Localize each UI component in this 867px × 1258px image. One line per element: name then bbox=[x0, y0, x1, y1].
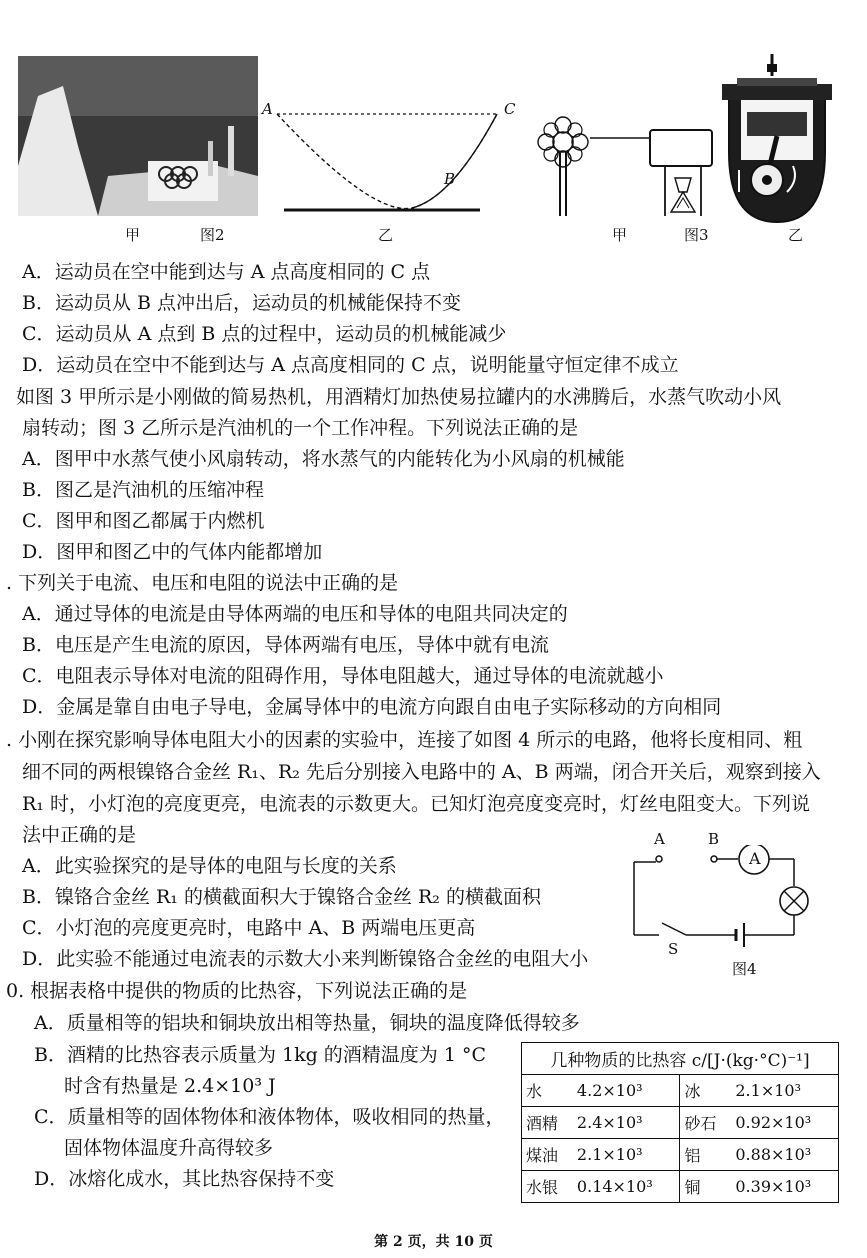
fig4-terminal-a: A bbox=[654, 830, 665, 848]
q8-option-a: A．通过导体的电流是由导体两端的电压和导体的电阻共同决定的 bbox=[22, 603, 568, 625]
table-row bbox=[522, 1139, 839, 1171]
specific-heat-value: 0.14×10³ bbox=[573, 1171, 680, 1203]
q10-option-b-line2: 时含有热量是 2.4×10³ J bbox=[64, 1075, 276, 1097]
q9-option-b: B．镍铬合金丝 R₁ 的横截面积大于镍铬合金丝 R₂ 的横截面积 bbox=[22, 886, 541, 908]
q7-option-a: A．图甲中水蒸气使小风扇转动，将水蒸气的内能转化为小风扇的机械能 bbox=[22, 448, 625, 470]
option-d: D．运动员在空中不能到达与 A 点高度相同的 C 点，说明能量守恒定律不成立 bbox=[22, 354, 679, 376]
specific-heat-value: 2.1×10³ bbox=[731, 1075, 838, 1107]
substance-name: 冰 bbox=[680, 1075, 731, 1107]
substance-name: 煤油 bbox=[522, 1139, 573, 1171]
table-row bbox=[522, 1107, 839, 1139]
substance-name: 水银 bbox=[522, 1171, 573, 1203]
q8-option-d: D．金属是靠自由电子导电，金属导体中的电流方向跟自由电子实际移动的方向相同 bbox=[22, 696, 722, 718]
q10-option-a: A．质量相等的铝块和铜块放出相等热量，铜块的温度降低得较多 bbox=[34, 1012, 580, 1034]
specific-heat-value: 0.92×10³ bbox=[731, 1107, 838, 1139]
option-b: B．运动员从 B 点冲出后，运动员的机械能保持不变 bbox=[22, 292, 462, 314]
specific-heat-value: 0.39×10³ bbox=[731, 1171, 838, 1203]
substance-name: 铜 bbox=[680, 1171, 731, 1203]
q10-stem: 0. 根据表格中提供的物质的比热容，下列说法正确的是 bbox=[6, 980, 468, 1002]
specific-heat-table bbox=[521, 1042, 839, 1203]
table-title: 几种物质的比热容 c/[J·(kg·°C)⁻¹] bbox=[522, 1043, 839, 1075]
fig2-photo bbox=[18, 56, 258, 216]
point-a-label: A bbox=[262, 100, 273, 118]
fig2-left-label: 甲 bbox=[125, 226, 141, 244]
fig2-trajectory-diagram bbox=[262, 98, 527, 216]
fig4-terminal-b: B bbox=[708, 830, 720, 848]
q8-option-c: C．电阻表示导体对电流的阻碍作用，导体电阻越大，通过导体的电流就越小 bbox=[22, 665, 664, 687]
fig4-caption: 图4 bbox=[732, 960, 757, 978]
q7-stem-line2: 扇转动；图 3 乙所示是汽油机的一个工作冲程。下列说法正确的是 bbox=[22, 417, 579, 439]
q9-stem-line4: 法中正确的是 bbox=[22, 824, 137, 846]
q9-option-a: A．此实验探究的是导体的电阻与长度的关系 bbox=[22, 855, 397, 877]
substance-name: 水 bbox=[522, 1075, 573, 1107]
q9-stem-line1: . 小刚在探究影响导体电阻大小的因素的实验中，连接了如图 4 所示的电路，他将长度相同、粗 bbox=[6, 729, 803, 751]
point-b-label: B bbox=[444, 170, 456, 188]
fig3-right-label: 乙 bbox=[788, 226, 804, 244]
specific-heat-value: 4.2×10³ bbox=[573, 1075, 680, 1107]
table-row bbox=[522, 1075, 839, 1107]
table-row bbox=[522, 1171, 839, 1203]
q7-stem-line1: 如图 3 甲所示是小刚做的简易热机，用酒精灯加热使易拉罐内的水沸腾后，水蒸气吹动小风 bbox=[16, 386, 782, 408]
q10-option-d: D．冰熔化成水，其比热容保持不变 bbox=[34, 1168, 335, 1190]
specific-heat-value: 0.88×10³ bbox=[731, 1139, 838, 1171]
point-c-label: C bbox=[504, 100, 516, 118]
q9-option-d: D．此实验不能通过电流表的示数大小来判断镍铬合金丝的电阻大小 bbox=[22, 948, 589, 970]
q9-stem-line2: 细不同的两根镍铬合金丝 R₁、R₂ 先后分别接入电路中的 A、B 两端，闭合开关后，观察到接入 bbox=[22, 761, 821, 783]
fig4-ammeter-label: A bbox=[749, 849, 761, 868]
fig2-right-label: 乙 bbox=[378, 226, 394, 244]
q7-option-b: B．图乙是汽油机的压缩冲程 bbox=[22, 479, 264, 501]
option-a: A．运动员在空中能到达与 A 点高度相同的 C 点 bbox=[22, 261, 431, 283]
fig3-caption: 图3 bbox=[684, 226, 709, 244]
option-c: C．运动员从 A 点到 B 点的过程中，运动员的机械能减少 bbox=[22, 323, 507, 345]
q10-option-b-line1: B．酒精的比热容表示质量为 1kg 的酒精温度为 1 °C bbox=[34, 1044, 487, 1066]
fig2-caption: 图2 bbox=[200, 226, 225, 244]
q7-option-d: D．图甲和图乙中的气体内能都增加 bbox=[22, 541, 323, 563]
q9-stem-line3: R₁ 时，小灯泡的亮度更亮，电流表的示数更大。已知灯泡亮度变亮时，灯丝电阻变大。下列说 bbox=[22, 793, 810, 815]
q9-option-c: C．小灯泡的亮度更亮时，电路中 A、B 两端电压更高 bbox=[22, 917, 476, 939]
page-footer: 第 2 页，共 10 页 bbox=[374, 1234, 493, 1250]
q8-stem: . 下列关于电流、电压和电阻的说法中正确的是 bbox=[6, 572, 399, 594]
q10-option-c-line2: 固体物体温度升高得较多 bbox=[64, 1137, 274, 1159]
fig4-circuit-diagram bbox=[626, 845, 826, 950]
specific-heat-value: 2.4×10³ bbox=[573, 1107, 680, 1139]
q8-option-b: B．电压是产生电流的原因，导体两端有电压，导体中就有电流 bbox=[22, 634, 549, 656]
specific-heat-value: 2.1×10³ bbox=[573, 1139, 680, 1171]
q10-option-c-line1: C．质量相等的固体物体和液体物体，吸收相同的热量， bbox=[34, 1106, 505, 1128]
substance-name: 砂石 bbox=[680, 1107, 731, 1139]
fig3-heat-engine bbox=[535, 112, 715, 216]
fig3-left-label: 甲 bbox=[612, 226, 628, 244]
fig4-switch-label: S bbox=[668, 940, 679, 958]
substance-name: 铝 bbox=[680, 1139, 731, 1171]
q7-option-c: C．图甲和图乙都属于内燃机 bbox=[22, 510, 265, 532]
table-header-row bbox=[522, 1043, 839, 1075]
fig3-engine-cylinder bbox=[717, 52, 837, 224]
substance-name: 酒精 bbox=[522, 1107, 573, 1139]
